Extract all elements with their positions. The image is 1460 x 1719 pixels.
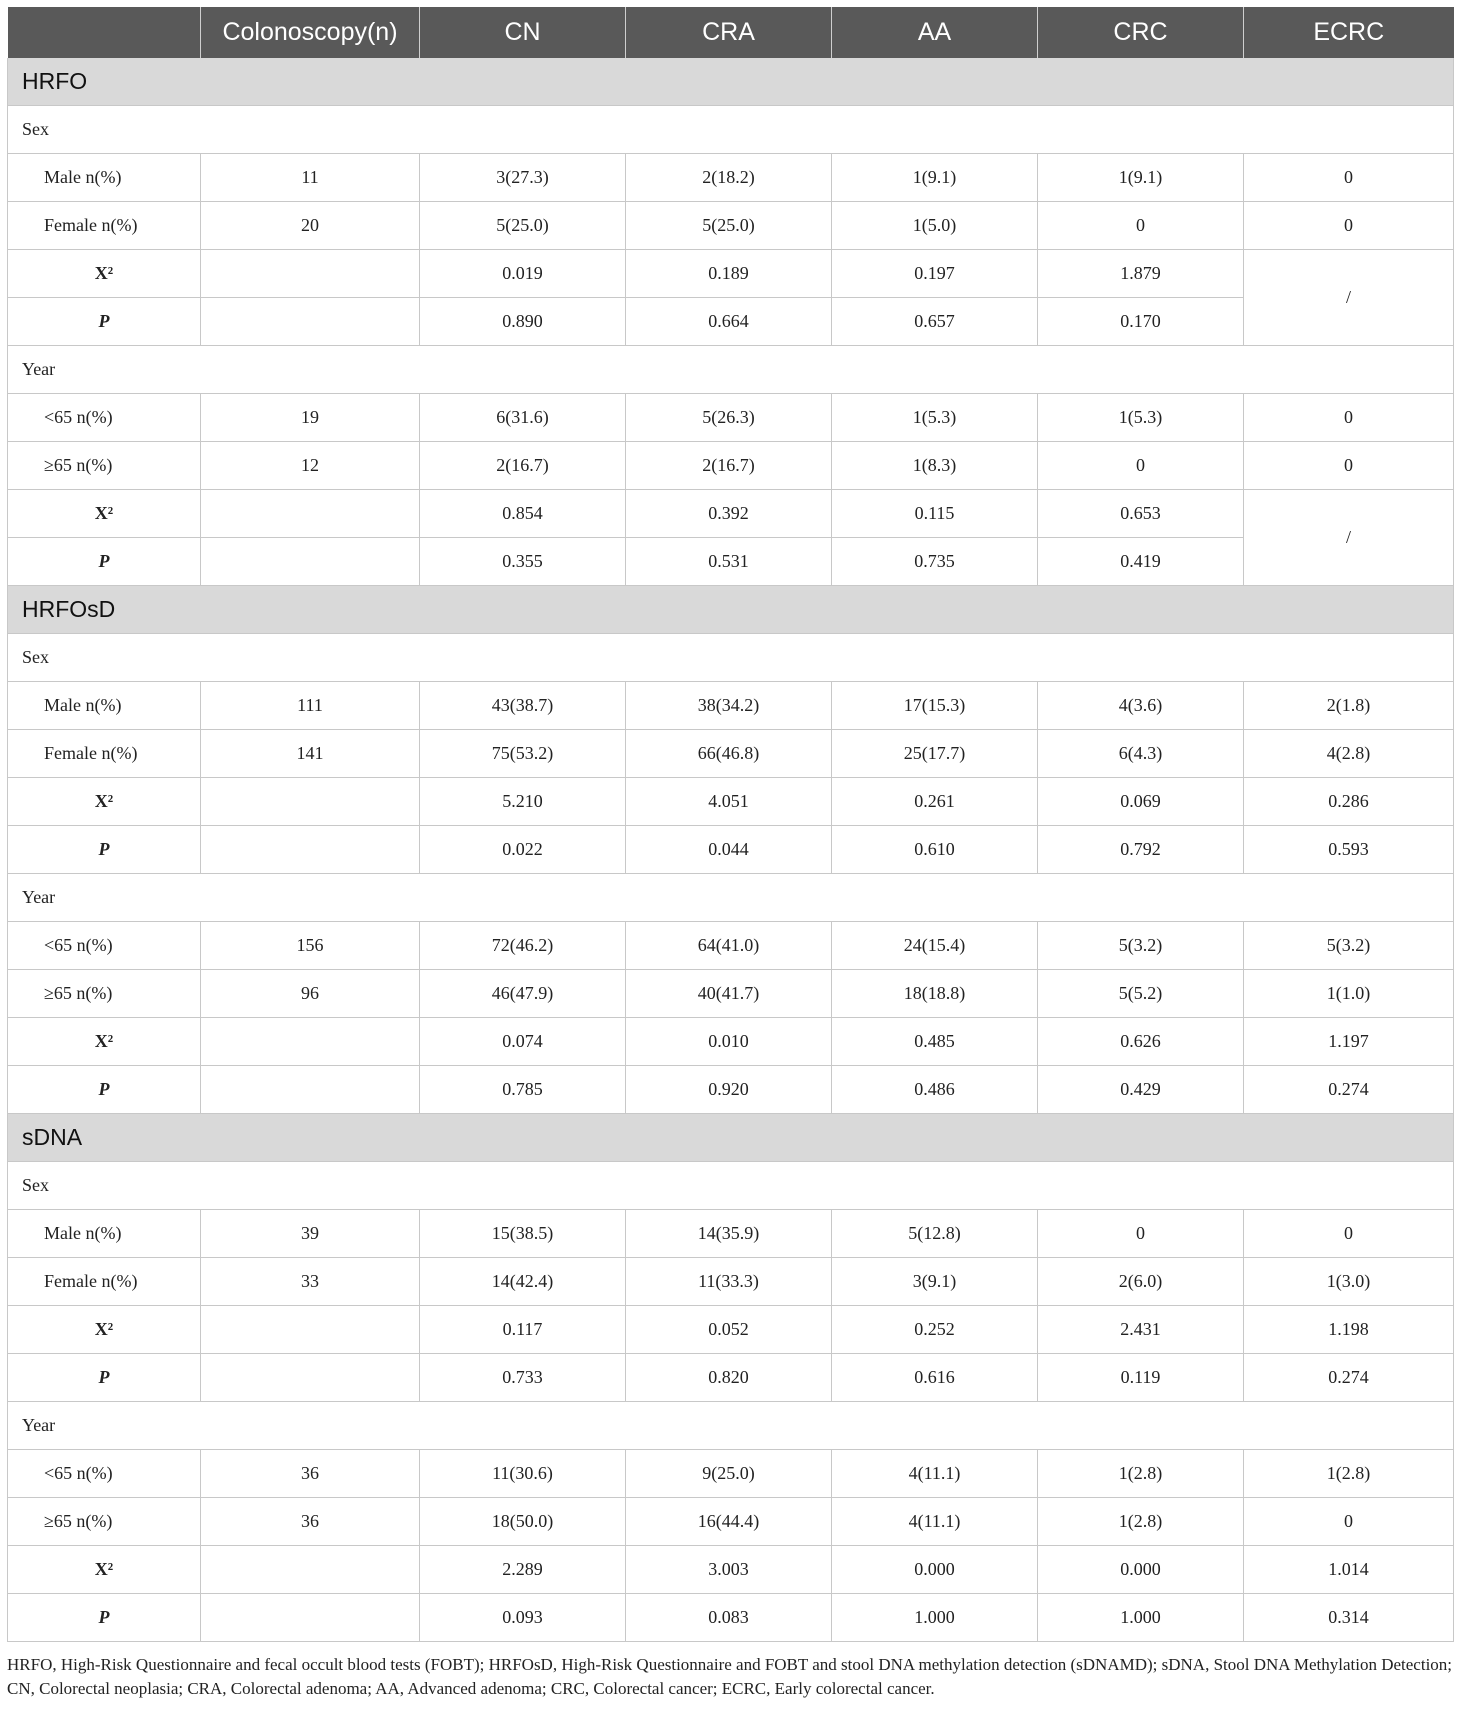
p-value: 1.000 <box>832 1594 1038 1642</box>
chi-square-value: 0.485 <box>832 1018 1038 1066</box>
p-value: 0.419 <box>1038 538 1244 586</box>
table-cell-empty <box>201 1018 420 1066</box>
table-cell: 36 <box>201 1498 420 1546</box>
chi-square-value: 0.115 <box>832 490 1038 538</box>
table-row <box>8 154 1454 202</box>
chi-square-value: 0.074 <box>420 1018 626 1066</box>
p-value: 0.593 <box>1244 826 1454 874</box>
table-cell: 5(3.2) <box>1038 922 1244 970</box>
chi-square-label: X² <box>8 1546 201 1594</box>
chi-square-value: 3.003 <box>626 1546 832 1594</box>
p-value: 0.531 <box>626 538 832 586</box>
table-cell: 2(16.7) <box>626 442 832 490</box>
chi-square-value: 0.189 <box>626 250 832 298</box>
table-cell: 16(44.4) <box>626 1498 832 1546</box>
table-cell: 40(41.7) <box>626 970 832 1018</box>
chi-square-value: 0.197 <box>832 250 1038 298</box>
table-row <box>8 1498 1454 1546</box>
group-label-row <box>8 106 1454 154</box>
row-label: <65 n(%) <box>8 1450 201 1498</box>
table-cell: 72(46.2) <box>420 922 626 970</box>
table-cell: 9(25.0) <box>626 1450 832 1498</box>
table-cell: 1(8.3) <box>832 442 1038 490</box>
table-cell: 11(30.6) <box>420 1450 626 1498</box>
p-value-row <box>8 826 1454 874</box>
chi-square-value: 1.197 <box>1244 1018 1454 1066</box>
table-cell: 64(41.0) <box>626 922 832 970</box>
p-value-row <box>8 298 1454 346</box>
table-cell: 11 <box>201 154 420 202</box>
table-cell: 2(1.8) <box>1244 682 1454 730</box>
table-cell: 0 <box>1244 1498 1454 1546</box>
table-row <box>8 970 1454 1018</box>
table-cell-empty <box>201 298 420 346</box>
table-row <box>8 442 1454 490</box>
p-value-label-text: P <box>98 1607 110 1627</box>
table-cell-empty <box>201 1066 420 1114</box>
p-value: 0.657 <box>832 298 1038 346</box>
table-row <box>8 730 1454 778</box>
chi-square-value: 0.019 <box>420 250 626 298</box>
chi-square-value: 0.286 <box>1244 778 1454 826</box>
table-cell: 0 <box>1244 394 1454 442</box>
p-value: 0.044 <box>626 826 832 874</box>
p-value: 0.355 <box>420 538 626 586</box>
row-label: Male n(%) <box>8 1210 201 1258</box>
section-title: sDNA <box>8 1114 1454 1162</box>
section-header-row <box>8 58 1454 106</box>
group-label: Sex <box>8 106 1454 154</box>
table-cell: 14(42.4) <box>420 1258 626 1306</box>
header-row <box>8 7 1454 58</box>
p-value: 0.274 <box>1244 1066 1454 1114</box>
p-value: 0.486 <box>832 1066 1038 1114</box>
table-cell: 4(2.8) <box>1244 730 1454 778</box>
row-label: <65 n(%) <box>8 394 201 442</box>
chi-square-label: X² <box>8 490 201 538</box>
p-value: 0.733 <box>420 1354 626 1402</box>
table-cell: 4(11.1) <box>832 1450 1038 1498</box>
table-cell: 3(9.1) <box>832 1258 1038 1306</box>
chi-square-value: 0.010 <box>626 1018 832 1066</box>
table-cell: 14(35.9) <box>626 1210 832 1258</box>
table-cell: 5(5.2) <box>1038 970 1244 1018</box>
table-cell: 96 <box>201 970 420 1018</box>
p-value: 0.920 <box>626 1066 832 1114</box>
group-label: Year <box>8 1402 1454 1450</box>
table-cell: 0 <box>1038 442 1244 490</box>
chi-square-value: 0.854 <box>420 490 626 538</box>
row-label: ≥65 n(%) <box>8 1498 201 1546</box>
row-label: Male n(%) <box>8 154 201 202</box>
p-value-label <box>8 1354 201 1402</box>
chi-square-label: X² <box>8 1018 201 1066</box>
table-cell: 0 <box>1244 154 1454 202</box>
table-cell: 39 <box>201 1210 420 1258</box>
table-cell: 38(34.2) <box>626 682 832 730</box>
chi-square-value: 1.879 <box>1038 250 1244 298</box>
table-row <box>8 922 1454 970</box>
p-value: 0.890 <box>420 298 626 346</box>
table-cell: 1(5.3) <box>832 394 1038 442</box>
p-value-label <box>8 826 201 874</box>
table-cell: 3(27.3) <box>420 154 626 202</box>
group-label-row <box>8 634 1454 682</box>
table-row <box>8 202 1454 250</box>
table-cell: 19 <box>201 394 420 442</box>
chi-square-value: 0.392 <box>626 490 832 538</box>
table-cell-empty <box>201 250 420 298</box>
table-cell: 15(38.5) <box>420 1210 626 1258</box>
chi-square-value: 0.000 <box>1038 1546 1244 1594</box>
chi-square-value: 0.000 <box>832 1546 1038 1594</box>
p-value: 0.314 <box>1244 1594 1454 1642</box>
table-cell: 46(47.9) <box>420 970 626 1018</box>
table-footnote: HRFO, High-Risk Questionnaire and fecal occult blood tests (FOBT); HRFOsD, High-Risk Questionnaire and FOBT and stool DNA methylation detection (sDNAMD); sDNA, Stool DNA Methylation Detection; CN, Colorectal neoplasia; CRA, Colorectal adenoma; AA, Advanced adenoma; CRC, Colorectal cancer; ECRC, Early colorectal cancer. <box>7 1655 1453 1698</box>
p-value: 0.610 <box>832 826 1038 874</box>
table-cell: 5(25.0) <box>626 202 832 250</box>
p-value-label-text: P <box>98 311 110 331</box>
table-cell: 18(18.8) <box>832 970 1038 1018</box>
table-cell: 20 <box>201 202 420 250</box>
p-value-row <box>8 1594 1454 1642</box>
p-value-label-text: P <box>98 839 110 859</box>
p-value-label <box>8 1594 201 1642</box>
table-cell-empty <box>201 538 420 586</box>
chi-square-value: 0.261 <box>832 778 1038 826</box>
results-table <box>7 7 1454 1642</box>
table-cell: 6(31.6) <box>420 394 626 442</box>
chi-square-value: 1.014 <box>1244 1546 1454 1594</box>
table-row <box>8 1210 1454 1258</box>
chi-square-value: 4.051 <box>626 778 832 826</box>
chi-square-row <box>8 1306 1454 1354</box>
table-cell-empty <box>201 1354 420 1402</box>
table-cell: 4(3.6) <box>1038 682 1244 730</box>
p-value-row <box>8 1354 1454 1402</box>
row-label: Male n(%) <box>8 682 201 730</box>
table-cell: 0 <box>1244 1210 1454 1258</box>
group-label-row <box>8 1402 1454 1450</box>
table-cell: 24(15.4) <box>832 922 1038 970</box>
table-cell-empty <box>201 1306 420 1354</box>
chi-square-value: 1.198 <box>1244 1306 1454 1354</box>
row-label: Female n(%) <box>8 202 201 250</box>
chi-square-value: 0.626 <box>1038 1018 1244 1066</box>
table-cell: 12 <box>201 442 420 490</box>
chi-square-row <box>8 250 1454 298</box>
table-cell-empty <box>201 826 420 874</box>
chi-square-row <box>8 490 1454 538</box>
group-label: Sex <box>8 1162 1454 1210</box>
table-cell: 66(46.8) <box>626 730 832 778</box>
p-value-label-text: P <box>98 551 110 571</box>
header-cell: CN <box>420 7 626 58</box>
table-cell: 2(6.0) <box>1038 1258 1244 1306</box>
row-label: ≥65 n(%) <box>8 442 201 490</box>
chi-square-value: 0.252 <box>832 1306 1038 1354</box>
table-cell: 0 <box>1244 202 1454 250</box>
chi-square-label: X² <box>8 250 201 298</box>
table-body <box>8 58 1454 1642</box>
p-value: 1.000 <box>1038 1594 1244 1642</box>
p-value-row <box>8 538 1454 586</box>
p-value: 0.664 <box>626 298 832 346</box>
p-value: 0.119 <box>1038 1354 1244 1402</box>
p-value-row <box>8 1066 1454 1114</box>
chi-square-label: X² <box>8 1306 201 1354</box>
section-header-row <box>8 1114 1454 1162</box>
section-title: HRFO <box>8 58 1454 106</box>
table-row <box>8 1258 1454 1306</box>
table-cell-empty <box>201 1546 420 1594</box>
table-cell: 0 <box>1038 202 1244 250</box>
section-header-row <box>8 586 1454 634</box>
table-cell: 0 <box>1244 442 1454 490</box>
table-cell: 5(25.0) <box>420 202 626 250</box>
table-cell-empty <box>201 490 420 538</box>
group-label: Year <box>8 874 1454 922</box>
p-value-label-text: P <box>98 1079 110 1099</box>
chi-square-value: 2.431 <box>1038 1306 1244 1354</box>
group-label-row <box>8 1162 1454 1210</box>
table-cell: 1(2.8) <box>1038 1498 1244 1546</box>
row-label: Female n(%) <box>8 1258 201 1306</box>
p-value: 0.616 <box>832 1354 1038 1402</box>
table-cell: 5(3.2) <box>1244 922 1454 970</box>
table-cell: 1(5.0) <box>832 202 1038 250</box>
chi-square-row <box>8 1546 1454 1594</box>
table-cell: 5(26.3) <box>626 394 832 442</box>
row-label: Female n(%) <box>8 730 201 778</box>
chi-square-value: 5.210 <box>420 778 626 826</box>
table-cell-empty <box>201 1594 420 1642</box>
p-value: 0.022 <box>420 826 626 874</box>
table-cell: 1(9.1) <box>1038 154 1244 202</box>
p-value: 0.083 <box>626 1594 832 1642</box>
ecrc-not-applicable: / <box>1244 490 1454 586</box>
p-value-label <box>8 298 201 346</box>
table-cell: 141 <box>201 730 420 778</box>
table-cell: 0 <box>1038 1210 1244 1258</box>
row-label: ≥65 n(%) <box>8 970 201 1018</box>
table-cell: 156 <box>201 922 420 970</box>
table-row <box>8 682 1454 730</box>
table-cell: 18(50.0) <box>420 1498 626 1546</box>
table-cell: 1(5.3) <box>1038 394 1244 442</box>
chi-square-value: 0.653 <box>1038 490 1244 538</box>
table-cell: 4(11.1) <box>832 1498 1038 1546</box>
table-cell: 1(2.8) <box>1244 1450 1454 1498</box>
group-label: Sex <box>8 634 1454 682</box>
table-cell: 33 <box>201 1258 420 1306</box>
group-label-row <box>8 346 1454 394</box>
p-value: 0.792 <box>1038 826 1244 874</box>
p-value: 0.274 <box>1244 1354 1454 1402</box>
chi-square-row <box>8 1018 1454 1066</box>
header-cell: Colonoscopy(n) <box>201 7 420 58</box>
p-value-label <box>8 538 201 586</box>
chi-square-value: 2.289 <box>420 1546 626 1594</box>
header-cell: CRC <box>1038 7 1244 58</box>
p-value: 0.735 <box>832 538 1038 586</box>
p-value: 0.820 <box>626 1354 832 1402</box>
table-cell: 25(17.7) <box>832 730 1038 778</box>
ecrc-not-applicable: / <box>1244 250 1454 346</box>
table-cell: 6(4.3) <box>1038 730 1244 778</box>
group-label-row <box>8 874 1454 922</box>
table-cell: 5(12.8) <box>832 1210 1038 1258</box>
table-cell: 2(18.2) <box>626 154 832 202</box>
section-title: HRFOsD <box>8 586 1454 634</box>
header-cell: ECRC <box>1244 7 1454 58</box>
chi-square-value: 0.052 <box>626 1306 832 1354</box>
table-cell: 1(3.0) <box>1244 1258 1454 1306</box>
table-cell-empty <box>201 778 420 826</box>
table-cell: 2(16.7) <box>420 442 626 490</box>
table-cell: 1(1.0) <box>1244 970 1454 1018</box>
table-cell: 43(38.7) <box>420 682 626 730</box>
table-cell: 36 <box>201 1450 420 1498</box>
table-cell: 11(33.3) <box>626 1258 832 1306</box>
chi-square-row <box>8 778 1454 826</box>
header-cell: CRA <box>626 7 832 58</box>
p-value: 0.093 <box>420 1594 626 1642</box>
table-cell: 1(9.1) <box>832 154 1038 202</box>
p-value-label <box>8 1066 201 1114</box>
table-cell: 17(15.3) <box>832 682 1038 730</box>
table-cell: 1(2.8) <box>1038 1450 1244 1498</box>
header-cell <box>8 7 201 58</box>
p-value: 0.785 <box>420 1066 626 1114</box>
chi-square-value: 0.117 <box>420 1306 626 1354</box>
header-cell: AA <box>832 7 1038 58</box>
row-label: <65 n(%) <box>8 922 201 970</box>
table-cell: 75(53.2) <box>420 730 626 778</box>
table-row <box>8 1450 1454 1498</box>
p-value-label-text: P <box>98 1367 110 1387</box>
table-container <box>7 7 1453 1642</box>
table-row <box>8 394 1454 442</box>
chi-square-value: 0.069 <box>1038 778 1244 826</box>
p-value: 0.429 <box>1038 1066 1244 1114</box>
p-value: 0.170 <box>1038 298 1244 346</box>
table-cell: 111 <box>201 682 420 730</box>
group-label: Year <box>8 346 1454 394</box>
chi-square-label: X² <box>8 778 201 826</box>
